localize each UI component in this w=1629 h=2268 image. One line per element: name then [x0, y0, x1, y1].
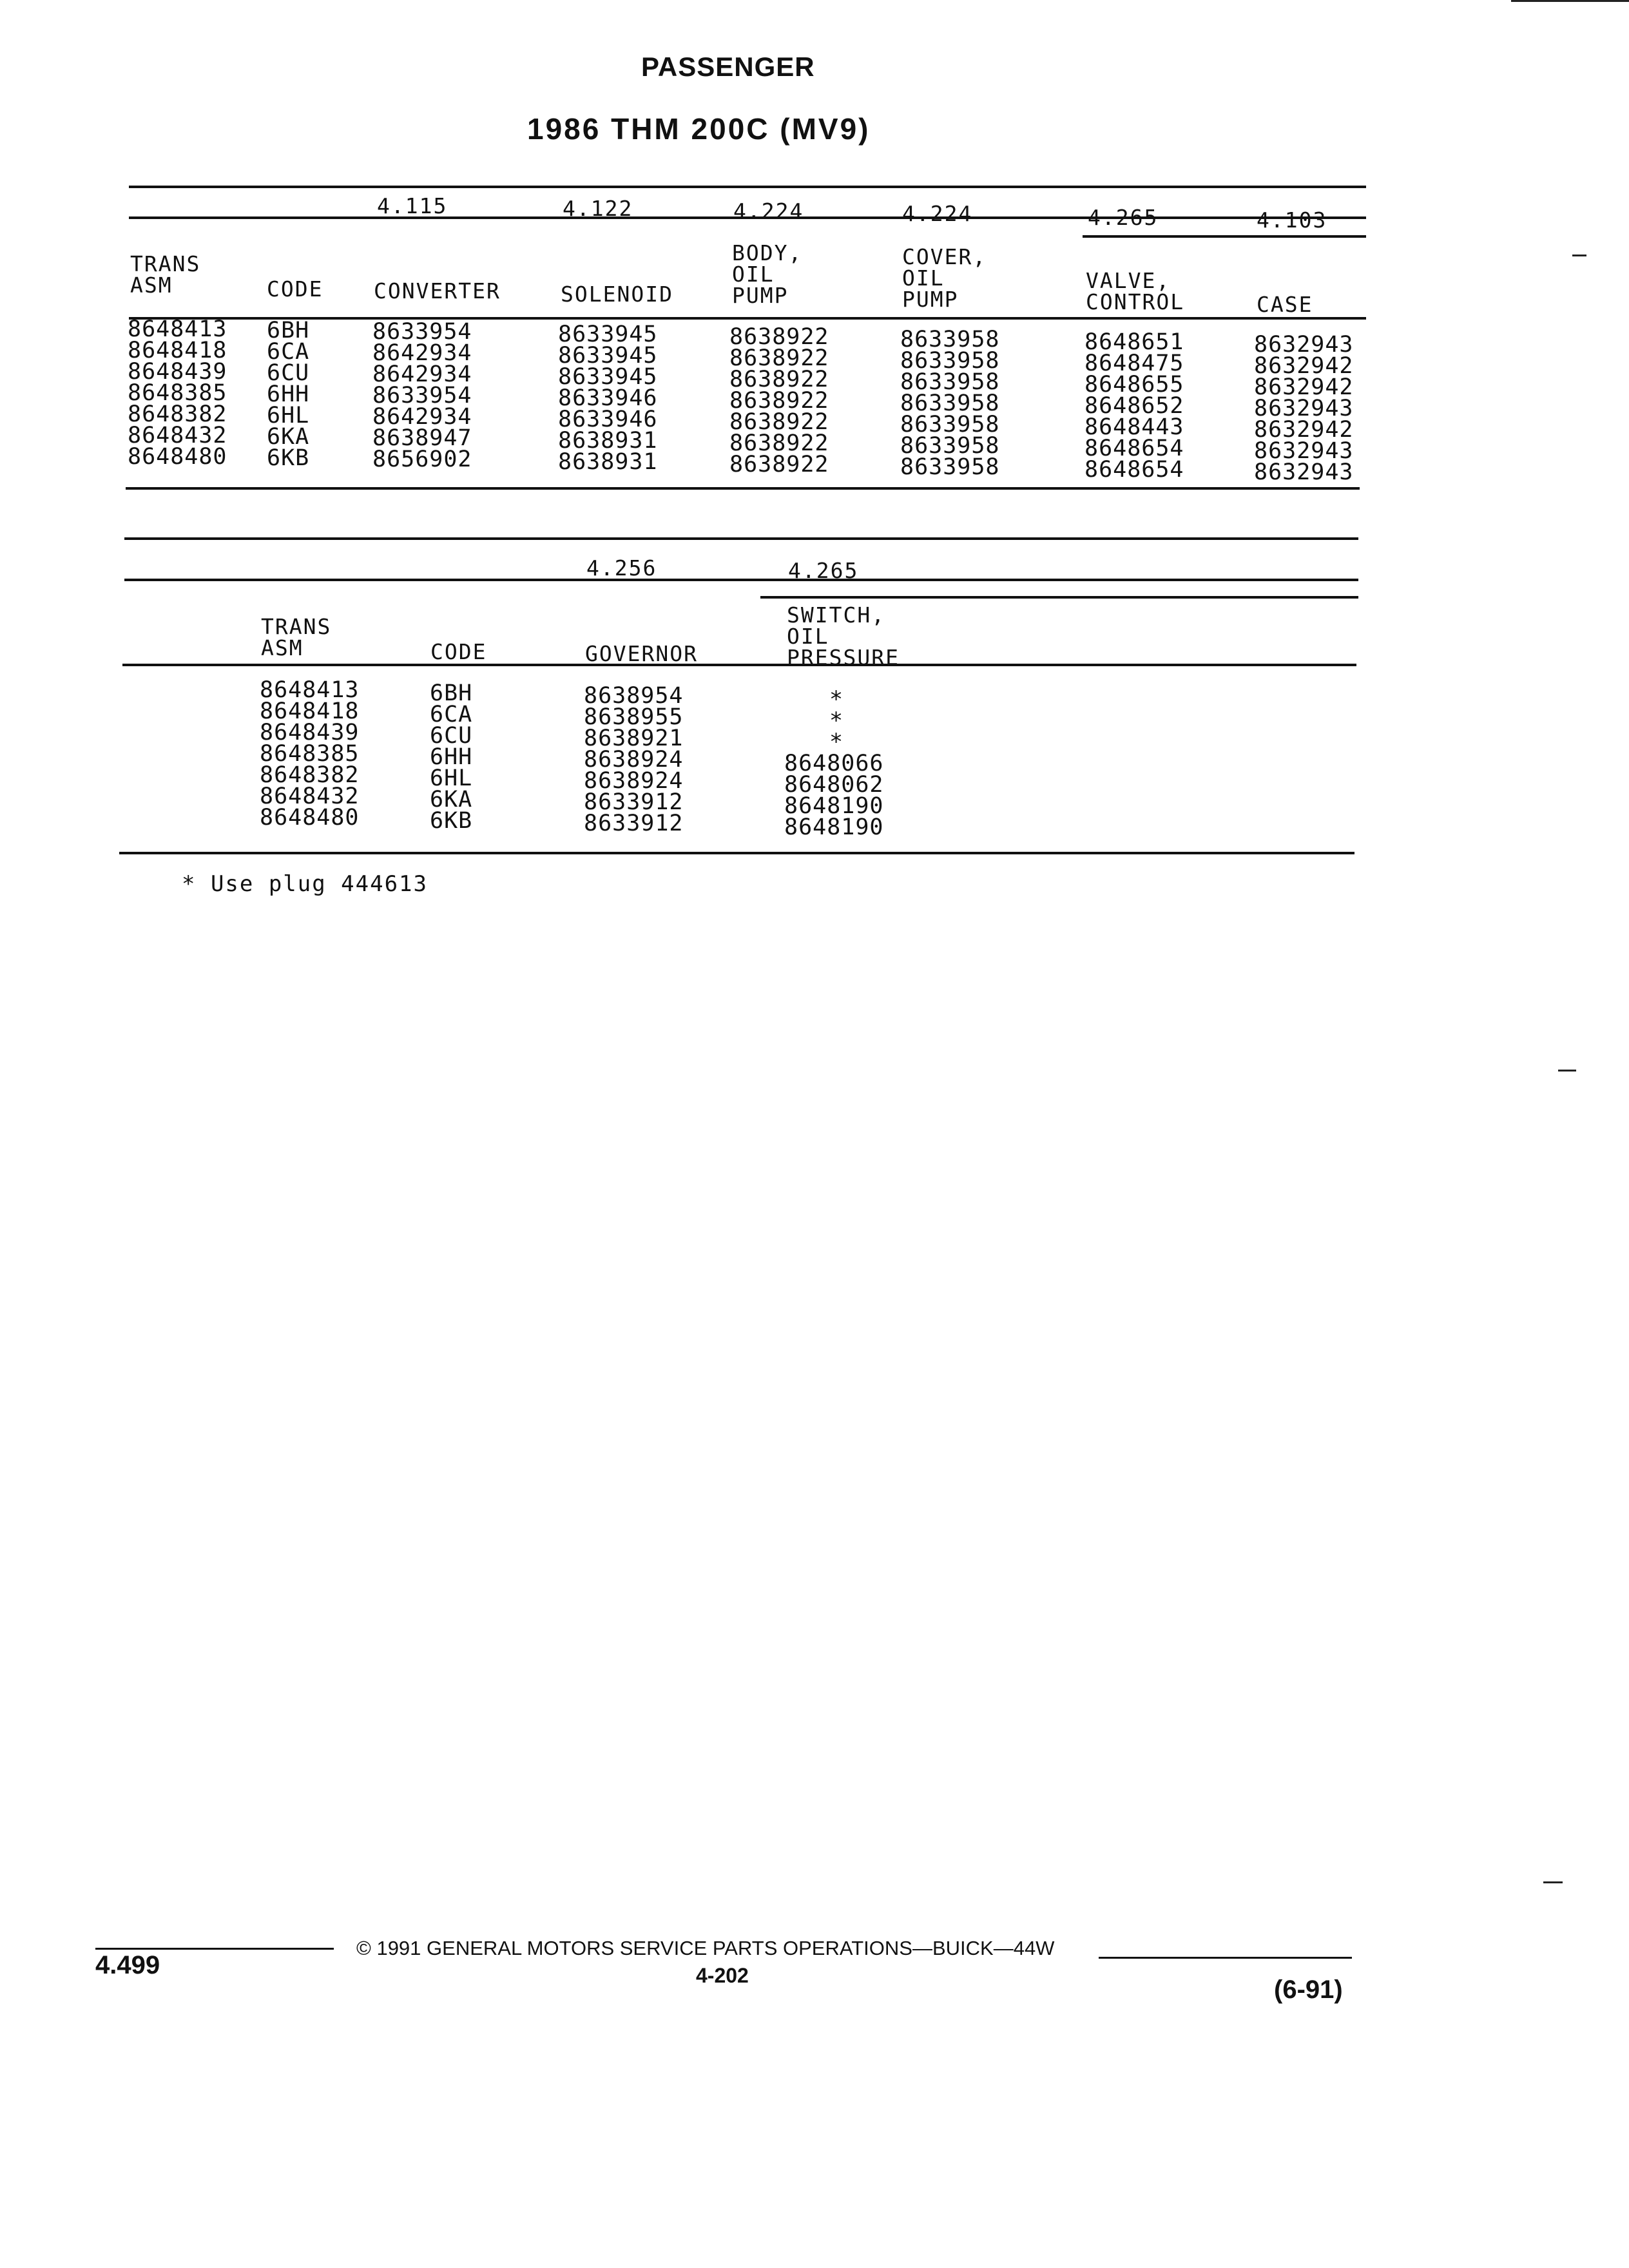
table-cell: 8648382: [260, 762, 360, 788]
table-cell: 8632943: [1254, 396, 1354, 421]
table-cell: 8633958: [900, 433, 1000, 459]
table-cell: 8632942: [1254, 353, 1354, 379]
column-header-case: CASE: [1257, 292, 1313, 317]
table2-section-rule-right: [760, 596, 1358, 599]
table-cell: 8648654: [1084, 436, 1184, 461]
table-cell: *: [829, 708, 844, 734]
table-cell: 8638922: [729, 409, 829, 435]
footer-revision-date: (6-91): [1274, 1975, 1343, 2004]
column-header-governor: GOVERNOR: [585, 641, 698, 666]
table-cell: 6HL: [430, 765, 473, 791]
table-cell: 8648480: [260, 805, 360, 831]
table-cell: 8633958: [900, 369, 1000, 395]
table-cell: 8648651: [1084, 329, 1184, 355]
table-cell: 8648066: [784, 751, 884, 776]
column-header-trans-asm: TRANS ASM: [261, 614, 332, 660]
table-cell: 8648655: [1084, 372, 1184, 398]
table-cell: 6BH: [267, 318, 310, 343]
table1-header-rule: [129, 317, 1366, 320]
table-cell: 8633946: [558, 407, 658, 432]
table-cell: 8648382: [128, 401, 227, 427]
table-cell: 8648418: [128, 338, 227, 363]
footer-rule-right: [1099, 1957, 1352, 1959]
scan-margin-mark: [1543, 1881, 1563, 1883]
table-cell: 8648652: [1084, 393, 1184, 419]
scan-margin-mark: [1558, 1070, 1576, 1072]
table1-column-valve-control: [1084, 329, 1184, 483]
table-cell: 8648413: [128, 316, 227, 342]
column-header-switch-oil-pressure: SWITCH, OIL PRESSURE: [787, 602, 900, 670]
table2-section-rule: [124, 579, 1358, 581]
table-cell: 8648413: [260, 677, 360, 703]
table-cell: 8648062: [784, 772, 884, 798]
table-cell: 8638954: [584, 683, 684, 709]
table-cell: 8648439: [260, 720, 360, 745]
table-cell: 8648190: [784, 793, 884, 819]
table-cell: 6KA: [430, 787, 473, 812]
table1-section-rule: [129, 216, 1366, 219]
table-cell: 6CA: [267, 339, 310, 365]
table-cell: 8648475: [1084, 351, 1184, 376]
table1-column-converter: [372, 319, 472, 472]
table-cell: 8638955: [584, 704, 684, 730]
table-cell: 8648439: [128, 359, 227, 385]
table2-header-rule: [122, 664, 1356, 666]
table-cell: 6HH: [267, 381, 310, 407]
table2-top-rule: [124, 537, 1358, 540]
table-cell: 6CA: [430, 702, 473, 727]
column-header-code: CODE: [430, 639, 487, 664]
table1-column-solenoid: [558, 324, 658, 473]
table2-column-trans-asm: [260, 677, 360, 831]
column-header-converter: CONVERTER: [374, 278, 501, 303]
section-number: 4.256: [586, 555, 657, 581]
table-cell: 8648385: [128, 380, 227, 406]
table-cell: 8638922: [729, 367, 829, 392]
table1-column-code: [267, 320, 309, 469]
table-cell: 8648418: [260, 698, 360, 724]
table1-top-rule: [129, 186, 1366, 188]
table-cell: 6BH: [430, 680, 473, 706]
page-title: 1986 THM 200C (MV9): [527, 112, 871, 146]
column-header-code: CODE: [267, 276, 323, 302]
table-cell: 6CU: [267, 360, 310, 386]
table-cell: 8632943: [1254, 332, 1354, 358]
table-cell: 8656902: [372, 447, 472, 472]
table-cell: 8633958: [900, 327, 1000, 352]
column-header-cover-oil-pump: COVER, OIL PUMP: [902, 244, 987, 312]
table2-column-governor: [584, 683, 684, 836]
table-cell: 8642934: [372, 340, 472, 366]
column-header-trans-asm: TRANS ASM: [130, 251, 201, 298]
scan-edge-mark: [1511, 0, 1629, 2]
table-cell: 8633958: [900, 412, 1000, 437]
table-cell: 8642934: [372, 404, 472, 430]
table-cell: 8632943: [1254, 438, 1354, 464]
section-number: 4.103: [1257, 207, 1327, 233]
table1-column-case: [1254, 334, 1354, 483]
section-number: 4.115: [377, 193, 448, 218]
table-cell: 8648654: [1084, 457, 1184, 483]
table-cell: 8638922: [729, 324, 829, 350]
table-cell: 8638924: [584, 768, 684, 794]
section-number: 4.122: [563, 196, 633, 221]
table1-column-cover-oil-pump: [900, 329, 1000, 478]
table1-bottom-rule: [126, 487, 1360, 490]
footer-copyright: © 1991 GENERAL MOTORS SERVICE PARTS OPERATIONS—BUICK—44W: [356, 1937, 1055, 1959]
table2-column-code: [430, 680, 473, 834]
table-cell: 8633958: [900, 390, 1000, 416]
column-header-body-oil-pump: BODY, OIL PUMP: [732, 240, 803, 308]
table-cell: 8633958: [900, 348, 1000, 374]
footer-rule-left: [95, 1948, 334, 1950]
scan-margin-mark: [1572, 255, 1586, 256]
table-cell: 8638922: [729, 452, 829, 477]
table-cell: 8632943: [1254, 459, 1354, 485]
table-cell: 8633945: [558, 364, 658, 390]
section-number: 4.224: [733, 198, 804, 224]
table-cell: 8633958: [900, 454, 1000, 480]
table-cell: 8638931: [558, 428, 658, 454]
table-cell: 8633946: [558, 385, 658, 411]
footnote: * Use plug 444613: [182, 871, 428, 897]
table-cell: 6CU: [430, 723, 473, 749]
table-cell: 8642934: [372, 361, 472, 387]
table1-section-rule-right: [1083, 235, 1366, 238]
table-cell: 6HL: [267, 403, 310, 428]
footer-page-number: 4-202: [696, 1964, 749, 1987]
table-cell: 8638922: [729, 388, 829, 414]
table-cell: 8632942: [1254, 417, 1354, 443]
table-cell: 8648432: [260, 783, 360, 809]
table1-column-body-oil-pump: [729, 324, 829, 477]
table-cell: 6KB: [430, 808, 473, 834]
table-cell: 8648190: [784, 814, 884, 840]
footer-section-number: 4.499: [95, 1951, 160, 1979]
table-cell: 8648385: [260, 741, 360, 767]
table-cell: 8648443: [1084, 414, 1184, 440]
table-cell: 8638924: [584, 747, 684, 773]
table-cell: 8638922: [729, 430, 829, 456]
table1-column-trans-asm: [128, 316, 227, 470]
column-header-solenoid: SOLENOID: [561, 282, 673, 307]
table-cell: 8632942: [1254, 374, 1354, 400]
section-number: 4.265: [788, 558, 859, 583]
table-cell: 8638947: [372, 425, 472, 451]
table-cell: 8633954: [372, 383, 472, 408]
table-cell: 8633912: [584, 789, 684, 815]
section-number: 4.224: [902, 201, 973, 226]
column-header-valve-control: VALVE, CONTROL: [1086, 268, 1185, 314]
table2-column-switch-oil-pressure: [784, 689, 884, 838]
table-cell: 8638921: [584, 726, 684, 751]
table2-bottom-rule: [119, 852, 1354, 854]
table-cell: 8633945: [558, 322, 658, 347]
table-cell: 8638922: [729, 345, 829, 371]
section-number: 4.265: [1088, 205, 1159, 230]
table-cell: *: [829, 729, 844, 755]
table-cell: 8638931: [558, 449, 658, 475]
table-cell: 6KA: [267, 424, 310, 450]
table-cell: 8648480: [128, 444, 227, 470]
table-cell: 8633945: [558, 343, 658, 369]
table-cell: 6KB: [267, 445, 310, 471]
table-cell: 8633954: [372, 319, 472, 345]
table-cell: *: [829, 687, 844, 713]
table-cell: 6HH: [430, 744, 473, 770]
table-cell: 8648432: [128, 423, 227, 448]
page-category: PASSENGER: [641, 52, 815, 82]
table-cell: 8633912: [584, 811, 684, 836]
